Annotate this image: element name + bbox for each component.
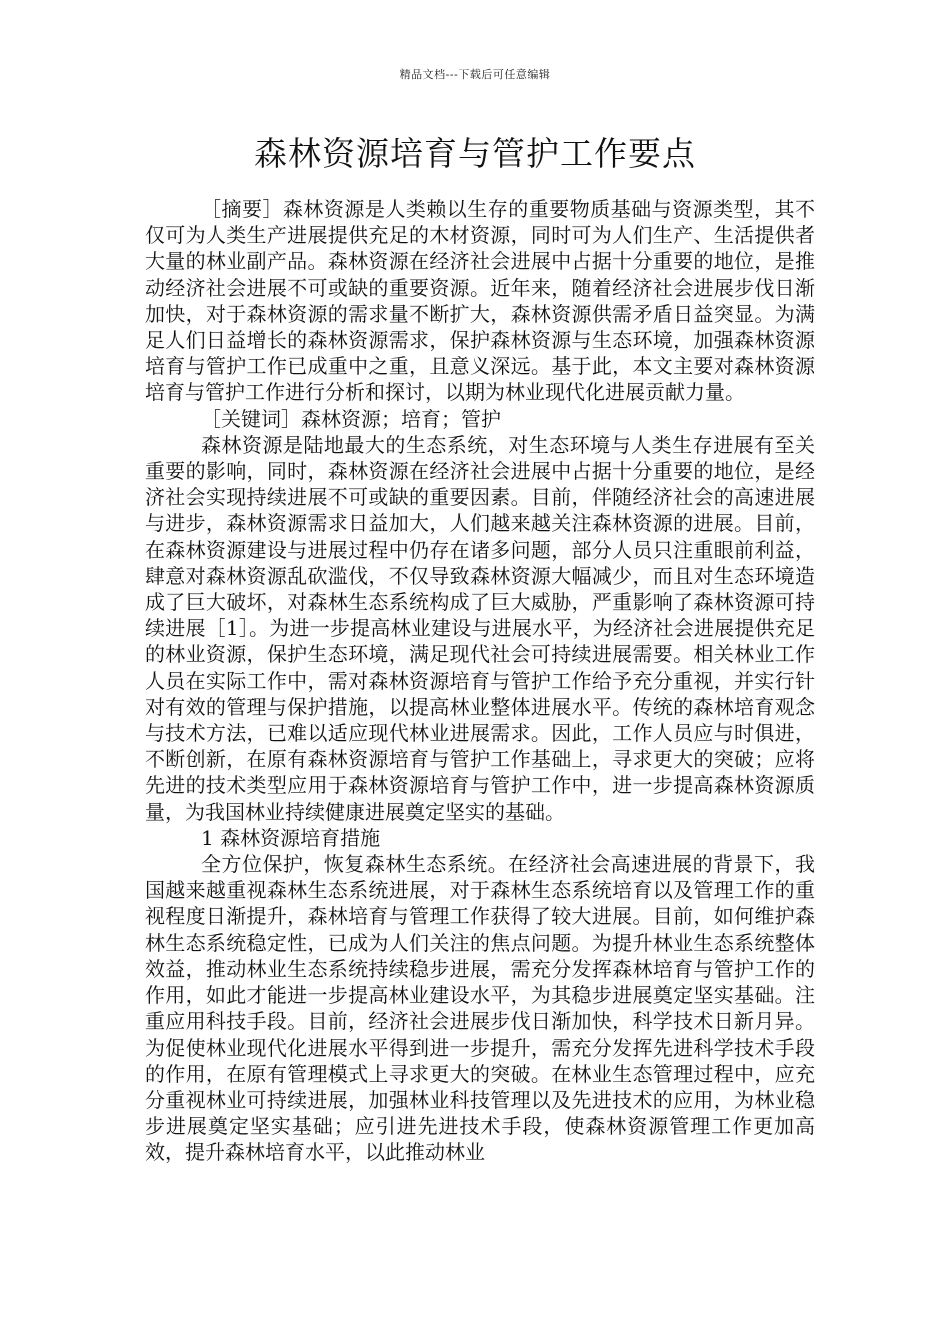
header-note: 精品文档---下载后可任意编辑 [399,68,551,81]
document-title: 森林资源培育与管护工作要点 [254,134,696,173]
intro-paragraph: 森林资源是陆地最大的生态系统，对生态环境与人类生存进展有至关重要的影响，同时，森林资源在经济社会进展中占据十分重要的地位，是经济社会实现持续进展不可或缺的重要因素。目前，伴随经济社会的高速进展与进步，森林资源需求日益加大，人们越来越关注森林资源的进展。目前，在森林资源建设与进展过程中仍存在诸多问题，部分人员只注重眼前利益，肆意对森林资源乱砍滥伐，不仅导致森林资源大幅减少，而且对生态环境造成了巨大破坏，对森林生态系统构成了巨大威胁，严重影响了森林资源可持续进展［1］。为进一步提高林业建设与进展水平，为经济社会进展提供充足的林业资源，保护生态环境，满足现代社会可持续进展需要。相关林业工作人员在实际工作中，需对森林资源培育与管护工作给予充分重视，并实行针对有效的管理与保护措施，以提高林业整体进展水平。传统的森林培育观念与技术方法，已难以适应现代林业进展需求。因此，工作人员应与时俱进，不断创新，在原有森林资源培育与管护工作基础上，寻求更大的突破；应将先进的技术类型应用于森林资源培育与管护工作中，进一步提高森林资源质量，为我国林业持续健康进展奠定坚实的基础。 [145,432,815,824]
section-heading: 1 森林资源培育措施 [201,825,381,850]
section-paragraph: 全方位保护，恢复森林生态系统。在经济社会高速进展的背景下，我国越来越重视森林生态系统进展，对于森林生态系统培育以及管理工作的重视程度日渐提升，森林培育与管理工作获得了较大进展。目前，如何维护森林生态系统稳定性，已成为人们关注的焦点问题。为提升林业生态系统整体效益，推动林业生态系统持续稳步进展，需充分发挥森林培育与管护工作的作用，如此才能进一步提高林业建设水平，为其稳步进展奠定坚实基础。注重应用科技手段。目前，经济社会进展步伐日渐加快，科学技术日新月异。为促使林业现代化进展水平得到进一步提升，需充分发挥先进科学技术手段的作用，在原有管理模式上寻求更大的突破。在林业生态管理过程中，应充分重视林业可持续进展，加强林业科技管理以及先进技术的应用，为林业稳步进展奠定坚实基础；应引进先进技术手段，使森林资源管理工作更加高效，提升森林培育水平，以此推动林业 [145,852,815,1165]
document-body [145,196,815,1166]
keywords-paragraph: ［关键词］森林资源；培育；管护 [201,406,501,431]
abstract-paragraph: ［摘要］森林资源是人类赖以生存的重要物质基础与资源类型，其不仅可为人类生产进展提供充足的木材资源，同时可为人们生产、生活提供者大量的林业副产品。森林资源在经济社会进展中占据十分重要的地位，是推动经济社会进展不可或缺的重要资源。近年来，随着经济社会进展步伐日渐加快，对于森林资源的需求量不断扩大，森林资源供需矛盾日益突显。为满足人们日益增长的森林资源需求，保护森林资源与生态环境，加强森林资源培育与管护工作已成重中之重，且意义深远。基于此，本文主要对森林资源培育与管护工作进行分析和探讨，以期为林业现代化进展贡献力量。 [145,197,815,405]
